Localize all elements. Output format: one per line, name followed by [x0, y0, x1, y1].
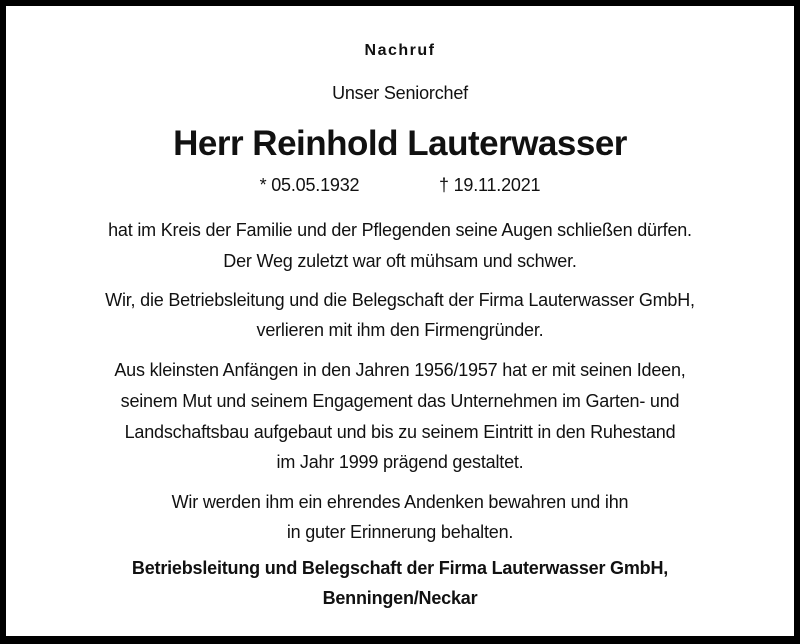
paragraph-line: in guter Erinnerung behalten. [286, 522, 514, 542]
paragraph-line: hat im Kreis der Familie und der Pflegenden seine Augen schließen dürfen. [108, 220, 692, 240]
paragraph-line: Der Weg zuletzt war oft mühsam und schwer. [223, 251, 577, 271]
paragraph-line: seinem Mut und seinem Engagement das Unternehmen im Garten- und [120, 391, 680, 411]
paragraph-line: Wir werden ihm ein ehrendes Andenken bewahren und ihn [171, 492, 629, 512]
life-dates [0, 170, 800, 200]
kicker: Nachruf [364, 42, 436, 59]
deceased-name: Herr Reinhold Lauterwasser [173, 124, 627, 163]
signature-line: Betriebsleitung und Belegschaft der Firma Lauterwasser GmbH, [131, 558, 669, 578]
signature-line: Benningen/Neckar [322, 588, 478, 608]
subtitle: Unser Seniorchef [332, 83, 468, 103]
paragraph-line: verlieren mit ihm den Firmengründer. [256, 320, 544, 340]
death-date: † 19.11.2021 [438, 175, 541, 195]
paragraph-line: Aus kleinsten Anfängen in den Jahren 1956/1957 hat er mit seinen Ideen, [114, 360, 686, 380]
paragraph-line: Landschaftsbau aufgebaut und bis zu seinem Eintritt in den Ruhestand [124, 422, 676, 442]
paragraph-line: im Jahr 1999 prägend gestaltet. [276, 452, 524, 472]
birth-date: * 05.05.1932 [259, 175, 360, 195]
paragraph-line: Wir, die Betriebsleitung und die Belegschaft der Firma Lauterwasser GmbH, [105, 290, 695, 310]
